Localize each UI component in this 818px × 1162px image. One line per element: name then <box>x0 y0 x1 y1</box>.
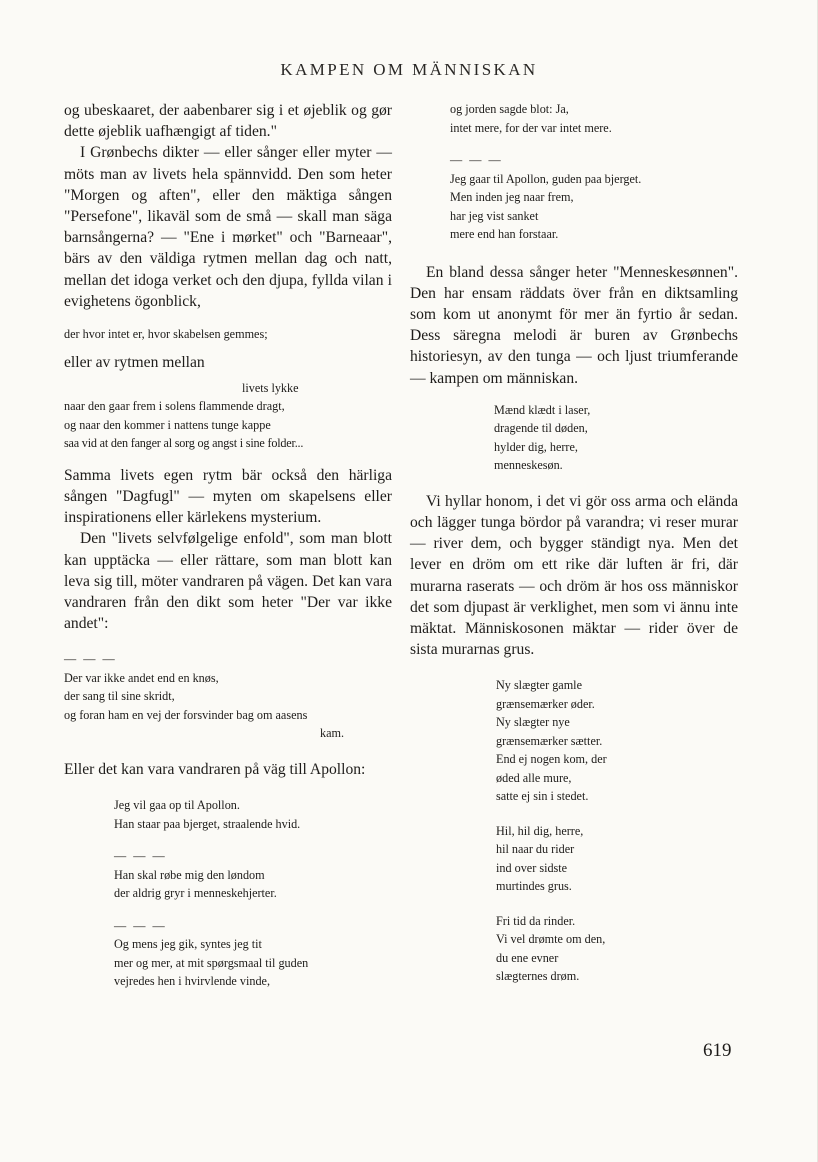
verse-line: murtindes grus. <box>496 879 572 894</box>
verse-block <box>64 379 392 453</box>
verse-line: Vi vel drømte om den, <box>496 932 606 947</box>
verse-line: Mænd klædt i laser, <box>494 402 591 417</box>
verse-line: dragende til døden, <box>494 421 588 436</box>
verse-line: Men inden jeg naar frem, <box>450 190 574 204</box>
verse-line: kam. <box>320 726 345 741</box>
verse-line: grænsemærker sætter. <box>496 733 603 748</box>
verse-line: slægternes drøm. <box>496 969 580 984</box>
ellipsis-dashes: — — — <box>114 849 167 864</box>
paragraph: og ubeskaaret, der aabenbarer sig i et øjeblik og gør dette øjeblik uafhængigt af tiden." <box>64 102 392 141</box>
verse-line: Jeg gaar til Apollon, guden paa bjerget. <box>450 171 642 186</box>
paragraph: eller av rytmen mellan <box>64 353 205 371</box>
verse-line: og naar den kommer i nattens tunge kappe <box>64 417 271 432</box>
ellipsis-dashes: — — — <box>64 652 117 667</box>
verse-line: du ene evner <box>496 950 559 965</box>
verse-line: livets lykke <box>242 380 299 395</box>
paragraph: En bland dessa sånger heter "Menneskesønnen". Den har ensam räddats över från en diktsamling som kom ut anonymt för mer än fyrtio år sedan. Dess säregna melodi är buren av Grønbechs historiesyn, av den tunga — och ljust triumferande — kampen om människan. <box>410 263 738 387</box>
page-number: 619 <box>703 1040 732 1061</box>
verse-block <box>64 650 392 743</box>
verse-line: hylder dig, herre, <box>494 439 578 454</box>
verse-line: øded alle mure, <box>496 770 572 785</box>
verse-block <box>410 100 738 244</box>
paragraph: I Grønbechs dikter — eller sånger eller myter — möts man av livets hela spännvidd. Den som heter "Morgen og aften", eller den mäktiga sången "Persefone", likaväl som de små — skall man säga barnsångerna? — "Ene i mørket" och "Barneaar", bärs av den väldiga rytmen mellan dag och natt, mellan det idoga verket och den djupa, fyllda vilan i evighetens ögonblick, <box>64 144 392 310</box>
verse-line: og jorden sagde blot: Ja, <box>450 102 569 116</box>
verse-line: Jeg vil gaa op til Apollon. <box>114 798 240 813</box>
verse-line: Ny slægter gamle <box>496 678 582 693</box>
verse-line: Ny slægter nye <box>496 715 570 730</box>
ellipsis-dashes: — — — <box>450 153 503 167</box>
verse-line: Fri tid da rinder. <box>496 913 576 928</box>
verse-line: Han skal røbe mig den løndom <box>114 867 265 882</box>
verse-block <box>64 796 392 991</box>
paragraph: Vi hyllar honom, i det vi gör oss arma och eländа och lägger tunga bördor på varandra; vi reser murar — river dem, och bygger ständigt nya. Men det lever en dröm om ett rike där luften är fri, där murarna raserats — och dröm är hos oss människor det som djupast är verklighet, men som vi ännu inte mäktat. Människosonen mäktar — rider över de sista murarnas grus. <box>410 492 738 659</box>
verse-line: mer og mer, at mit spørgsmaal til guden <box>114 955 309 970</box>
verse-line: vejredes hen i hvirvlende vinde, <box>114 974 271 989</box>
verse-line: har jeg vist sanket <box>450 208 539 223</box>
paragraph: Eller det kan vara vandraren på väg till Apollon: <box>64 760 366 778</box>
verse-line: der sang til sine skridt, <box>64 689 175 704</box>
verse-line: intet mere, for der var intet mere. <box>450 120 612 135</box>
verse-line: grænsemærker øder. <box>496 696 595 711</box>
verse-line: naar den gaar frem i solens flammende dragt, <box>64 399 285 414</box>
verse-line: End ej nogen kom, der <box>496 752 607 767</box>
paragraph: Den "livets selvfølgelige enfold", som man blott kan upptäcka — eller rättare, som man blott kan leva sig till, möter vandraren på vägen. Det kan vara vandraren från den dikt som heter "Der var ikke andet": <box>64 530 392 633</box>
verse-line: Hil, hil dig, herre, <box>496 823 584 838</box>
verse-block <box>410 676 738 986</box>
right-column <box>410 100 738 986</box>
verse-line: Og mens jeg gik, syntes jeg tit <box>114 937 262 952</box>
verse-line: satte ej sin i stedet. <box>496 789 589 804</box>
verse-line: og foran ham en vej der forsvinder bag om aasens <box>64 707 308 722</box>
verse-line: hil naar du rider <box>496 842 575 857</box>
verse-line: der aldrig gryr i menneskehjerter. <box>114 886 277 901</box>
left-column <box>64 100 392 991</box>
verse-line: menneskesøn. <box>494 458 563 473</box>
ellipsis-dashes: — — — <box>114 918 167 933</box>
verse-block <box>410 401 738 475</box>
verse-line: der hvor intet er, hvor skabelsen gemmes; <box>64 327 268 342</box>
paragraph: Samma livets egen rytm bär också den härliga sången "Dagfugl" — myten om skapelsens eller inspirationens eller kärlekens mysterium. <box>64 466 392 527</box>
running-head: KAMPEN OM MÄNNISKAN <box>280 60 538 79</box>
verse-line: ind over sidste <box>496 860 568 875</box>
verse-line: Han staar paa bjerget, straalende hvid. <box>114 816 301 831</box>
verse-line: saa vid at den fanger al sorg og angst i sine folder... <box>64 436 304 451</box>
verse-line: Der var ikke andet end en knøs, <box>64 670 219 685</box>
verse-line: mere end han forstaar. <box>450 227 559 241</box>
